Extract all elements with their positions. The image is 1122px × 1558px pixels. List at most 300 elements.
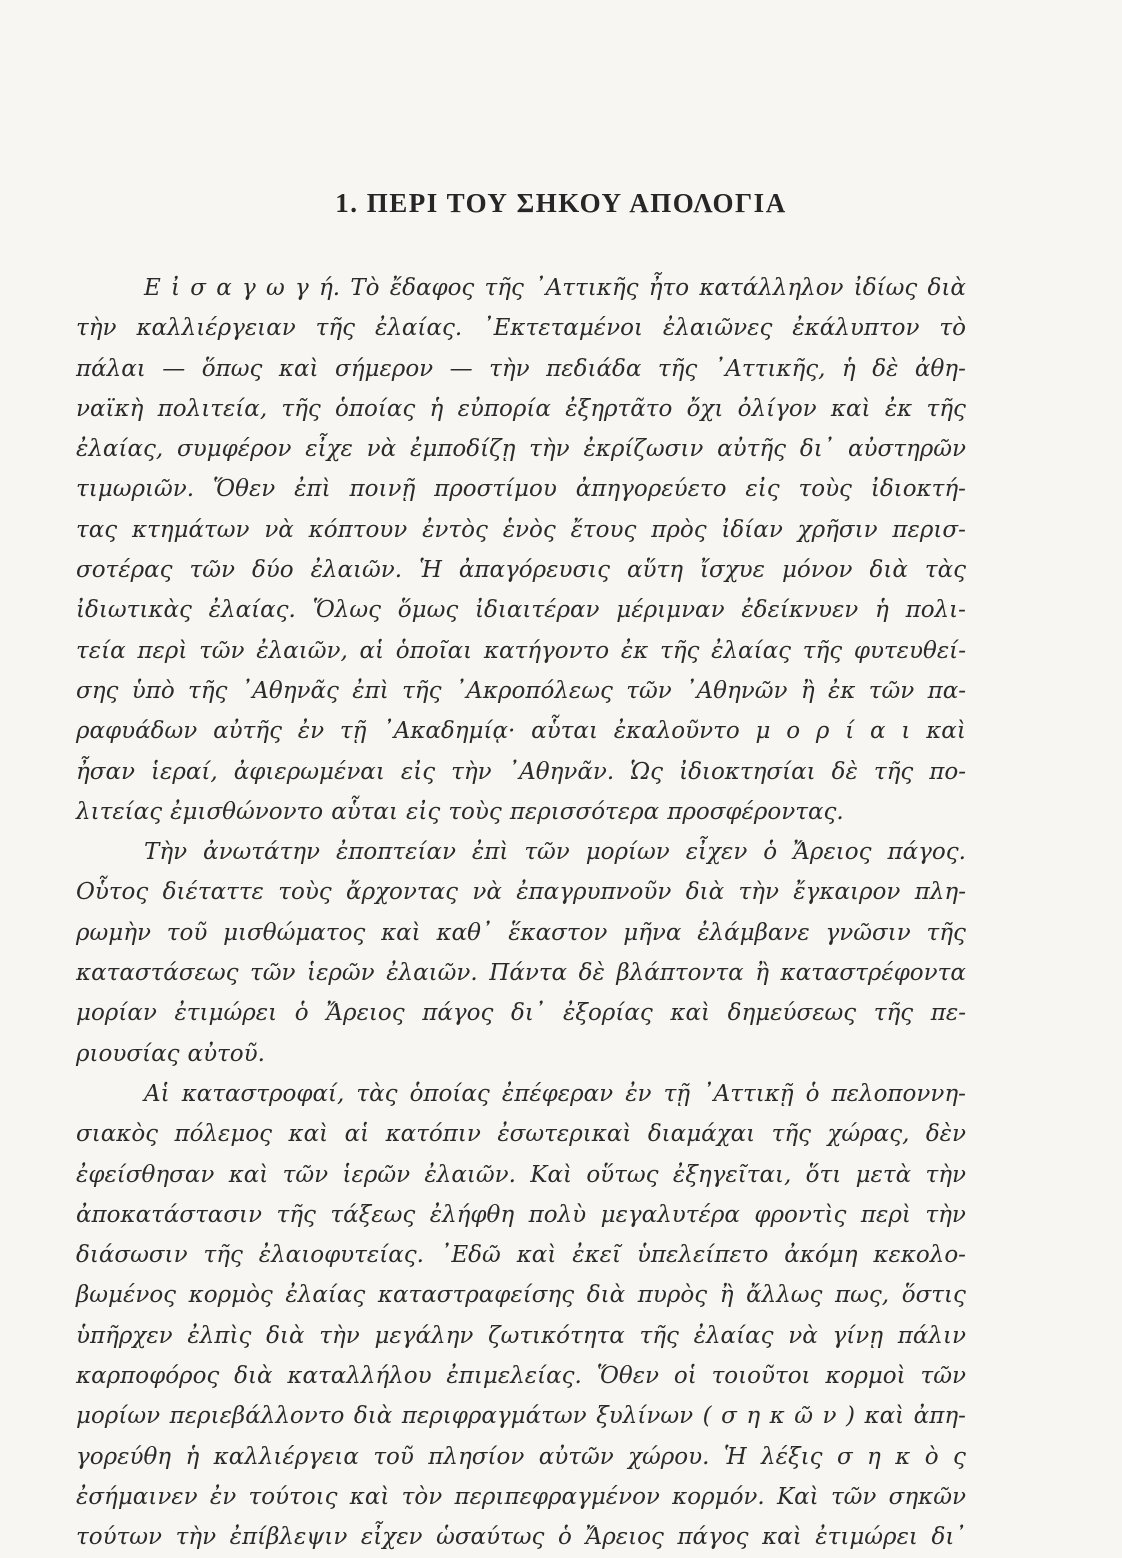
word: κορμὸς [188, 1282, 273, 1309]
word: ι [901, 718, 911, 745]
word: τῇ [663, 1080, 691, 1107]
word: ἱερῶν [342, 1161, 411, 1188]
word: εἰς [745, 476, 780, 503]
word: κ [769, 1403, 785, 1430]
word: — [162, 355, 186, 382]
word: τῆς [873, 1000, 914, 1027]
text-line [76, 953, 966, 993]
word: τὴν [319, 1322, 360, 1349]
word: τὰς [924, 557, 966, 584]
word: ἀποκατάστασιν [76, 1201, 263, 1228]
word: εἶχε [305, 436, 353, 463]
word: δὲ [578, 960, 605, 987]
word: ἐσωτερικαὶ [497, 1121, 632, 1148]
text-line [76, 1356, 966, 1396]
word: τοιοῦτοι [711, 1363, 811, 1390]
word: συμφέρον [177, 436, 292, 463]
word: καταστροφαί, [181, 1080, 345, 1107]
word: τῆς [660, 637, 700, 664]
word: περιφραγμάτων [401, 1403, 587, 1430]
text-line [76, 832, 966, 872]
word: καὶ [278, 355, 319, 382]
word: ναϊκὴ [76, 395, 144, 422]
word: ἐλήφθη [429, 1201, 515, 1228]
word: δι᾿ [799, 436, 835, 463]
word: καρποφόρος [76, 1363, 220, 1390]
word: τὸν [401, 1483, 443, 1510]
word: τοῦ [373, 1443, 414, 1470]
word: τῆς [639, 1322, 679, 1349]
word: ἐτιμώρει [174, 1000, 278, 1027]
word: τὴν [489, 355, 530, 382]
word: ἐξορίας [562, 1000, 653, 1027]
word: τούτων [76, 1524, 163, 1551]
word: Πάντα [489, 960, 568, 987]
word: τὸ [939, 315, 966, 342]
word: μεγάλην [374, 1322, 474, 1349]
word: Τὸ [350, 275, 380, 301]
text-line [76, 1155, 966, 1195]
word: λέξις [761, 1443, 823, 1470]
word: ἐντὸς [422, 516, 488, 543]
word: καὶ [762, 1524, 802, 1551]
text-line [76, 1396, 966, 1436]
word: ἐλαίας. [208, 597, 296, 624]
word: τὴν [925, 1161, 966, 1188]
word: εἰς [406, 798, 441, 825]
word: γνῶσιν [825, 919, 911, 946]
word: Ὡς [630, 758, 664, 785]
word: ἡ [875, 597, 889, 624]
word: ἐλαιῶν. [424, 1161, 516, 1188]
word: ἕκαστον [508, 919, 608, 946]
word: μορίαν [76, 1000, 157, 1027]
word: γορεύθη [76, 1443, 172, 1470]
text-line [76, 349, 966, 389]
word: ἐκ [884, 395, 913, 422]
word: ἑνὸς [502, 516, 556, 543]
word: σήμερον [335, 355, 434, 382]
word: κόπτουν [308, 516, 408, 543]
word: ἐλαίας [693, 1322, 774, 1349]
text-line [76, 993, 966, 1033]
text-line [76, 1316, 966, 1356]
word: ὀλίγον [737, 395, 817, 422]
word: ἐμποδίζῃ [409, 436, 516, 463]
word: κατάλληλον [699, 275, 844, 301]
word: ( [702, 1403, 712, 1430]
word: μορίων [585, 839, 670, 866]
text-line [76, 1235, 966, 1275]
text-line [76, 590, 966, 630]
word: αὐτῆς [213, 718, 282, 745]
word: τῶν [189, 557, 235, 584]
word: ἀφιερωμέναι [233, 758, 385, 785]
word: πολὺ [528, 1201, 587, 1228]
text-line [76, 671, 966, 711]
word: ἐν [209, 1483, 237, 1510]
word: τῶν [524, 839, 570, 866]
word: χρῆσιν [797, 516, 878, 543]
word: ἐσήμαινεν [76, 1483, 198, 1510]
word: τῆς [402, 677, 442, 704]
word: ριουσίας [76, 1040, 180, 1067]
word: κτημάτων [131, 516, 250, 543]
word: ἡ [429, 395, 444, 422]
word: οἱ [673, 1363, 697, 1390]
word: ἐλαιῶν, [256, 637, 348, 664]
word: νὰ [472, 879, 502, 906]
word: προστίμου [434, 476, 557, 503]
word: ἀκόμη [784, 1242, 858, 1269]
word: ἐκάλυπτον [792, 315, 920, 342]
word: περισ- [892, 516, 966, 543]
word: προσφέροντας. [667, 798, 844, 825]
word: ἦσαν [76, 758, 135, 785]
word: ἐν [297, 718, 325, 745]
word: τας [76, 516, 118, 543]
word: ἐλαιοφυτείας. [258, 1242, 424, 1269]
word: Οὗτος [76, 879, 149, 906]
word: τῶν [868, 677, 915, 704]
word: ἰδιοκτή- [870, 476, 966, 503]
word: ὑπελείπετο [636, 1242, 769, 1269]
word: ἐκ [620, 637, 649, 664]
word: ἰδιαιτέραν [474, 597, 600, 624]
word: τάξεως [330, 1201, 416, 1228]
word: τὴν [175, 1524, 217, 1551]
word: τῆς [802, 637, 843, 664]
word: ἢ [800, 677, 815, 704]
word: καὶ [516, 1242, 557, 1269]
word: τὴν [451, 758, 492, 785]
word: τὰς [356, 1080, 398, 1107]
word: ἰ [171, 275, 181, 301]
word: ᾿Ακροπόλεως [454, 677, 613, 704]
word: ξυλίνων [596, 1403, 694, 1430]
word: ί [845, 718, 855, 745]
word: ἐκαλοῦντο [613, 718, 740, 745]
word: τὴν [738, 879, 779, 906]
word: περὶ [137, 637, 188, 664]
word: ἔγκαιρον [793, 879, 901, 906]
word: σ [721, 1403, 737, 1430]
word: πο- [929, 758, 966, 785]
word: ἱεραί, [151, 758, 218, 785]
word: καταστραφείσης [377, 1282, 575, 1309]
word: φροντὶς [754, 1201, 847, 1228]
word: τῆς [203, 1242, 243, 1269]
word: τῶν [830, 1483, 877, 1510]
word: δύο [251, 557, 294, 584]
word: αἱ [344, 1121, 370, 1148]
word: ὄχι [686, 395, 724, 422]
paragraph [76, 268, 966, 832]
word: ς [952, 1443, 966, 1470]
word: ὑπῆρχεν [76, 1322, 173, 1349]
word: ᾿Εδῶ [439, 1242, 501, 1269]
text-line [76, 1437, 966, 1477]
text-line [76, 711, 966, 751]
word: ἐλαίας. [374, 315, 463, 342]
text-line [76, 1034, 966, 1074]
word: διὰ [869, 557, 908, 584]
word: πελοποννη- [831, 1080, 966, 1107]
word: τῶν [920, 1363, 966, 1390]
word: ὅπως [201, 355, 263, 382]
word: ἐκ [827, 677, 856, 704]
word: ἐποπτείαν [335, 839, 456, 866]
word: ρ [815, 718, 830, 745]
word: χώρου. [628, 1443, 710, 1470]
word: μετὰ [855, 1161, 912, 1188]
word: σοτέρας [76, 557, 173, 584]
word: τῆς [771, 1121, 812, 1148]
word: πλη- [914, 879, 966, 906]
word: εἰς [400, 758, 436, 785]
word: ἀπαγόρευσις [458, 557, 611, 584]
word: Ἄρειος [793, 839, 872, 866]
word: περιπεφραγμένον [454, 1483, 660, 1510]
word: Ἄρειος [585, 1524, 664, 1551]
word: γίνῃ [832, 1322, 884, 1349]
word: σ [190, 275, 206, 301]
word: τῶν [199, 637, 245, 664]
word: καὶ [670, 1000, 710, 1027]
word: περὶ [860, 1201, 911, 1228]
word: τεία [76, 637, 126, 664]
word: γ [295, 275, 309, 301]
word: ὁ [763, 839, 778, 866]
word: τὴν [76, 315, 117, 342]
word: τῆς [281, 395, 321, 422]
text-line [76, 792, 966, 832]
word: ἰδιοκτησίαι [679, 758, 816, 785]
word: διὰ [927, 275, 966, 301]
word: ὁ [805, 1080, 820, 1107]
word: μέριμναν [616, 597, 725, 624]
word: Ἄρειος [326, 1000, 405, 1027]
word: πε- [930, 1000, 966, 1027]
text-line [76, 872, 966, 912]
word: πάλιν [897, 1322, 966, 1349]
word: μ [755, 718, 771, 745]
word: ἐπέφεραν [501, 1080, 614, 1107]
word: δὲ [872, 355, 899, 382]
word: κεκολο- [873, 1242, 966, 1269]
word: τούτοις [248, 1483, 338, 1510]
word: ἐλαιῶνες [662, 315, 773, 342]
word: νὰ [366, 436, 397, 463]
word: αὐστηρῶν [848, 436, 966, 463]
word: ἢ [719, 1282, 734, 1309]
word: δὲ [831, 758, 858, 785]
word: ἐλαίας [285, 1282, 366, 1309]
word: ω [266, 275, 285, 301]
word: ἐκρίζωσιν [583, 436, 704, 463]
word: ἐπὶ [471, 839, 509, 866]
word: δι᾿ [931, 1524, 966, 1551]
word: ρωμὴν [76, 919, 151, 946]
word: τοῦ [166, 919, 208, 946]
word: ο [786, 718, 801, 745]
word: κ [895, 1443, 911, 1470]
word: Αἱ [144, 1080, 170, 1107]
word: ἐν [625, 1080, 652, 1107]
word: μισθώματος [223, 919, 366, 946]
word: Τὴν [144, 839, 188, 866]
word: ὡσαύτως [436, 1524, 545, 1551]
word: ραφυάδων [76, 718, 198, 745]
text-line [76, 1275, 966, 1315]
word: πάγος [422, 1000, 494, 1027]
text-line [76, 1074, 966, 1114]
word: ὁποίας [335, 395, 416, 422]
word: διὰ [234, 1363, 273, 1390]
word: α [216, 275, 232, 301]
word: τῆς [926, 919, 966, 946]
word: ἢ [755, 960, 770, 987]
word: ὁποίας [409, 1080, 490, 1107]
word: ᾿Αττικῇ [702, 1080, 794, 1107]
word: ὅστις [901, 1282, 966, 1309]
word: καὶ [228, 1161, 269, 1188]
word: καὶ [864, 1403, 905, 1430]
word: ν [822, 1403, 837, 1430]
word: εἶχεν [360, 1524, 423, 1551]
text-line [76, 1517, 966, 1557]
word: εἶχεν [685, 839, 748, 866]
word: γ [242, 275, 256, 301]
word: αὐτοῦ. [187, 1040, 265, 1067]
word: ἰδίαν [721, 516, 783, 543]
word: οὕτως [586, 1161, 659, 1188]
word: νὰ [264, 516, 294, 543]
word: ἐλαιῶν. [310, 557, 403, 584]
word: καὶ [349, 1483, 390, 1510]
word: τῆς [315, 315, 356, 342]
paragraph [76, 1074, 966, 1558]
word: διέταττε [162, 879, 264, 906]
word: τῆς [276, 1201, 316, 1228]
word: ἴσχυε [700, 557, 765, 584]
word: κορμόν. [672, 1483, 765, 1510]
word: ἐξηγεῖται, [672, 1161, 792, 1188]
text-line [76, 752, 966, 792]
word: μῆνα [623, 919, 682, 946]
text-line [76, 308, 966, 348]
word: πρὸς [651, 516, 707, 543]
word: ἐλαιῶν. [386, 960, 478, 987]
word: καταστάσεως [76, 960, 239, 987]
text-line [76, 469, 966, 509]
word: ᾿Αθηνῶν [685, 677, 788, 704]
word: ὁ [294, 1000, 309, 1027]
word: η [867, 1443, 881, 1470]
word: καταστρέφοντα [780, 960, 966, 987]
page-title: 1. ΠΕΡΙ ΤΟΥ ΣΗΚΟΥ ΑΠΟΛΟΓΙΑ [335, 188, 787, 218]
word: ἐξηρτᾶτο [565, 395, 673, 422]
word: τὴν [529, 436, 570, 463]
text-line [76, 1195, 966, 1235]
word: ἐδείκνυεν [741, 597, 859, 624]
text-line [76, 268, 966, 308]
word: ζωτικότητα [488, 1322, 625, 1349]
word: Ὅθεν [212, 476, 276, 503]
word: τῆς [926, 395, 966, 422]
word: τῶν [250, 960, 296, 987]
word: ἀπη- [913, 1403, 966, 1430]
word: μεγαλυτέρα [600, 1201, 740, 1228]
word: εὐπορία [457, 395, 551, 422]
word: σ [836, 1443, 853, 1470]
word: σηκῶν [888, 1483, 966, 1510]
word: ὅμως [397, 597, 459, 624]
text-line [76, 913, 966, 953]
word: χώρας, [827, 1121, 910, 1148]
word: ὅτι [805, 1161, 842, 1188]
word: καὶ [830, 395, 871, 422]
word: τῆς [188, 677, 228, 704]
word: — [449, 355, 473, 382]
word: κατόπιν [385, 1121, 481, 1148]
text-line [76, 429, 966, 469]
word: καλλιέργεια [213, 1443, 359, 1470]
word: φυτευθεί- [853, 637, 966, 664]
word: τιμωριῶν. [76, 476, 195, 503]
word: πυρὸς [637, 1282, 708, 1309]
word: πόλεμος [174, 1121, 273, 1148]
word: ποινῇ [349, 476, 416, 503]
word: ἰδιωτικὰς [76, 597, 192, 624]
word: Ὅθεν [596, 1363, 660, 1390]
word: ἄλλως [746, 1282, 823, 1309]
text-line [76, 1477, 966, 1517]
word: ᾿Αθηνᾶς [240, 677, 339, 704]
word: η [746, 1403, 761, 1430]
word: καταλλήλου [287, 1363, 432, 1390]
body-text [76, 268, 966, 1558]
word: Ἡ [419, 557, 442, 584]
word: πάγος [677, 1524, 749, 1551]
word: ἐτιμώρει [815, 1524, 918, 1551]
word: πλησίον [428, 1443, 525, 1470]
paragraph [76, 832, 966, 1074]
word: Καὶ [776, 1483, 819, 1510]
word: ᾿Αθηνᾶν. [507, 758, 615, 785]
word: ἀνωτάτην [203, 839, 321, 866]
word: α [870, 718, 886, 745]
text-line [76, 510, 966, 550]
word: πεδιάδα [546, 355, 642, 382]
word: τοὺς [448, 798, 502, 825]
word: σης [76, 677, 119, 704]
word: καλλιέργειαν [136, 315, 296, 342]
word: πάλαι [76, 355, 146, 382]
word: αἱ [359, 637, 385, 664]
word: ) [846, 1403, 855, 1430]
word: μορίων [76, 1403, 161, 1430]
word: τῶν [282, 1161, 329, 1188]
word: Ἡ [723, 1443, 747, 1470]
word: ἀπηγορεύετο [575, 476, 727, 503]
word: ὑπὸ [131, 677, 175, 704]
word: τῆς [873, 758, 914, 785]
word: μόνον [781, 557, 853, 584]
text-line [76, 550, 966, 590]
word: δημεύσεως [727, 1000, 857, 1027]
word: αὗται [531, 718, 598, 745]
